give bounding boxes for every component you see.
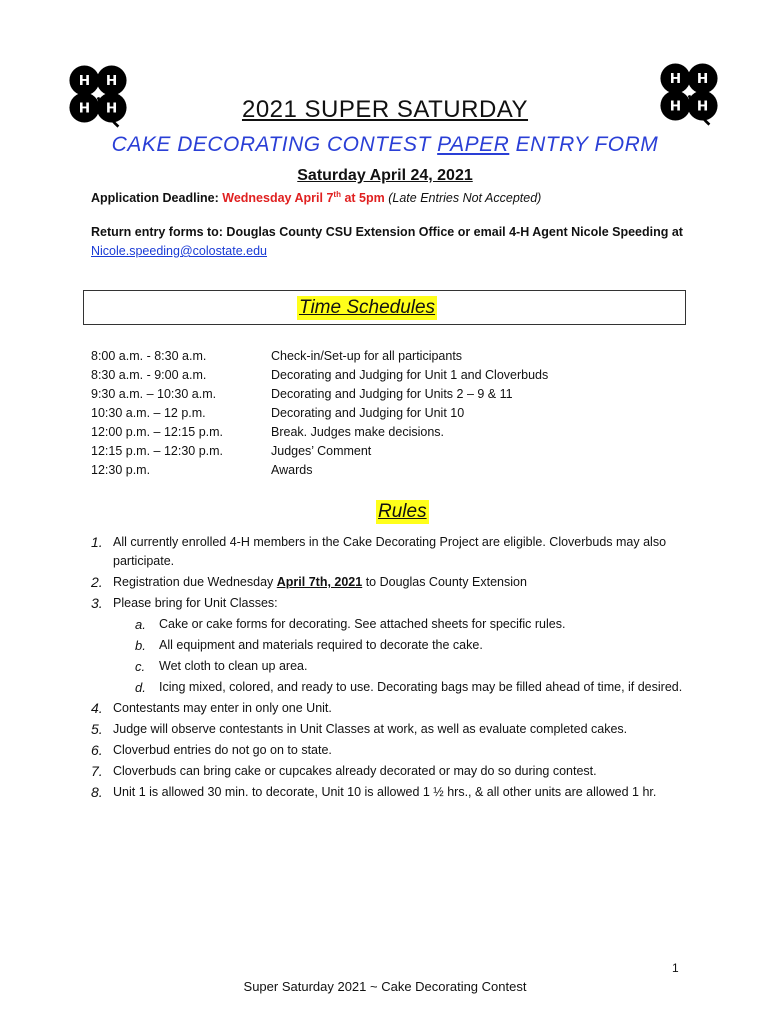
rules-list <box>91 533 691 804</box>
rule-item: 6. Cloverbud entries do not go on to state. <box>91 742 332 758</box>
svg-text:H: H <box>696 71 709 88</box>
svg-text:H: H <box>105 100 118 117</box>
rule-item: 5. Judge will observe contestants in Unit Classes at work, as well as evaluate completed cakes. <box>91 721 628 737</box>
schedule-time: 10:30 a.m. – 12 p.m. <box>91 406 206 420</box>
schedule-desc: Check-in/Set-up for all participants <box>271 349 463 363</box>
page-footer: Super Saturday 2021 ~ Cake Decorating Contest <box>243 979 527 994</box>
schedule-time: 9:30 a.m. – 10:30 a.m. <box>91 387 217 401</box>
schedule-desc: Judges’ Comment <box>271 444 372 458</box>
rule-sub-item: a. Cake or cake forms for decorating. See attached sheets for specific rules. <box>135 617 566 632</box>
schedule-row <box>91 366 691 385</box>
rule-item: 8. Unit 1 is allowed 30 min. to decorate, Unit 10 is allowed 1 ½ hrs., & all other units are allowed 1 hr. <box>91 784 657 800</box>
schedule-row <box>91 385 691 404</box>
schedule-time: 8:30 a.m. - 9:00 a.m. <box>91 368 207 382</box>
rule-sub-item: d. Icing mixed, colored, and ready to use. Decorating bags may be filled ahead of time, if desired. <box>135 680 683 695</box>
svg-text:H: H <box>696 98 709 115</box>
rule-item: 2. Registration due Wednesday April 7th, 2021 to Douglas County Extension <box>91 574 527 590</box>
svg-text:H: H <box>669 71 682 88</box>
schedule-row <box>91 461 691 480</box>
return-instructions: Return entry forms to: Douglas County CSU Extension Office or email 4-H Agent Nicole Speeding at Nicole.speeding@colostate.edu <box>91 225 683 258</box>
event-date: Saturday April 24, 2021 <box>297 167 473 184</box>
schedule-desc: Break. Judges make decisions. <box>271 425 445 439</box>
rule-item: 1. All currently enrolled 4-H members in the Cake Decorating Project are eligible. Cloverbuds may also participate. <box>91 534 667 568</box>
rule-item: 7. Cloverbuds can bring cake or cupcakes already decorated or may do so during contest. <box>91 763 597 779</box>
page-number: 1 <box>672 961 679 975</box>
schedule-row <box>91 347 691 366</box>
svg-text:H: H <box>669 98 682 115</box>
rules-heading: Rules <box>378 501 427 522</box>
schedule-time: 12:00 p.m. – 12:15 p.m. <box>91 425 224 439</box>
rule-sub-item: c. Wet cloth to clean up area. <box>135 659 308 674</box>
svg-text:H: H <box>78 73 91 90</box>
schedule-row <box>91 404 691 423</box>
form-title: 2021 SUPER SATURDAY <box>241 96 529 123</box>
schedule-list <box>91 347 691 480</box>
rule-item: 3. Please bring for Unit Classes: <box>91 595 278 611</box>
svg-text:H: H <box>78 100 91 117</box>
email-link[interactable]: Nicole.speeding@colostate.edu <box>91 244 267 258</box>
schedule-desc: Decorating and Judging for Units 2 – 9 & 11 <box>271 387 513 401</box>
schedule-desc: Decorating and Judging for Unit 10 <box>271 406 465 420</box>
rule-sub-item: b. All equipment and materials required to decorate the cake. <box>135 638 483 653</box>
application-deadline: Application Deadline: Wednesday April 7th at 5pm (Late Entries Not Accepted) <box>91 190 542 206</box>
schedule-desc: Awards <box>271 463 313 477</box>
schedule-row <box>91 423 691 442</box>
schedule-time: 12:15 p.m. – 12:30 p.m. <box>91 444 224 458</box>
schedule-row <box>91 442 691 461</box>
form-subtitle: CAKE DECORATING CONTEST PAPER ENTRY FORM <box>111 133 659 156</box>
svg-text:H: H <box>105 73 118 90</box>
schedule-time: 12:30 p.m. <box>91 463 151 477</box>
schedule-time: 8:00 a.m. - 8:30 a.m. <box>91 349 207 363</box>
rule-item: 4. Contestants may enter in only one Unit. <box>91 700 332 716</box>
schedule-desc: Decorating and Judging for Unit 1 and Cloverbuds <box>271 368 549 382</box>
time-schedules-heading: Time Schedules <box>299 297 436 318</box>
